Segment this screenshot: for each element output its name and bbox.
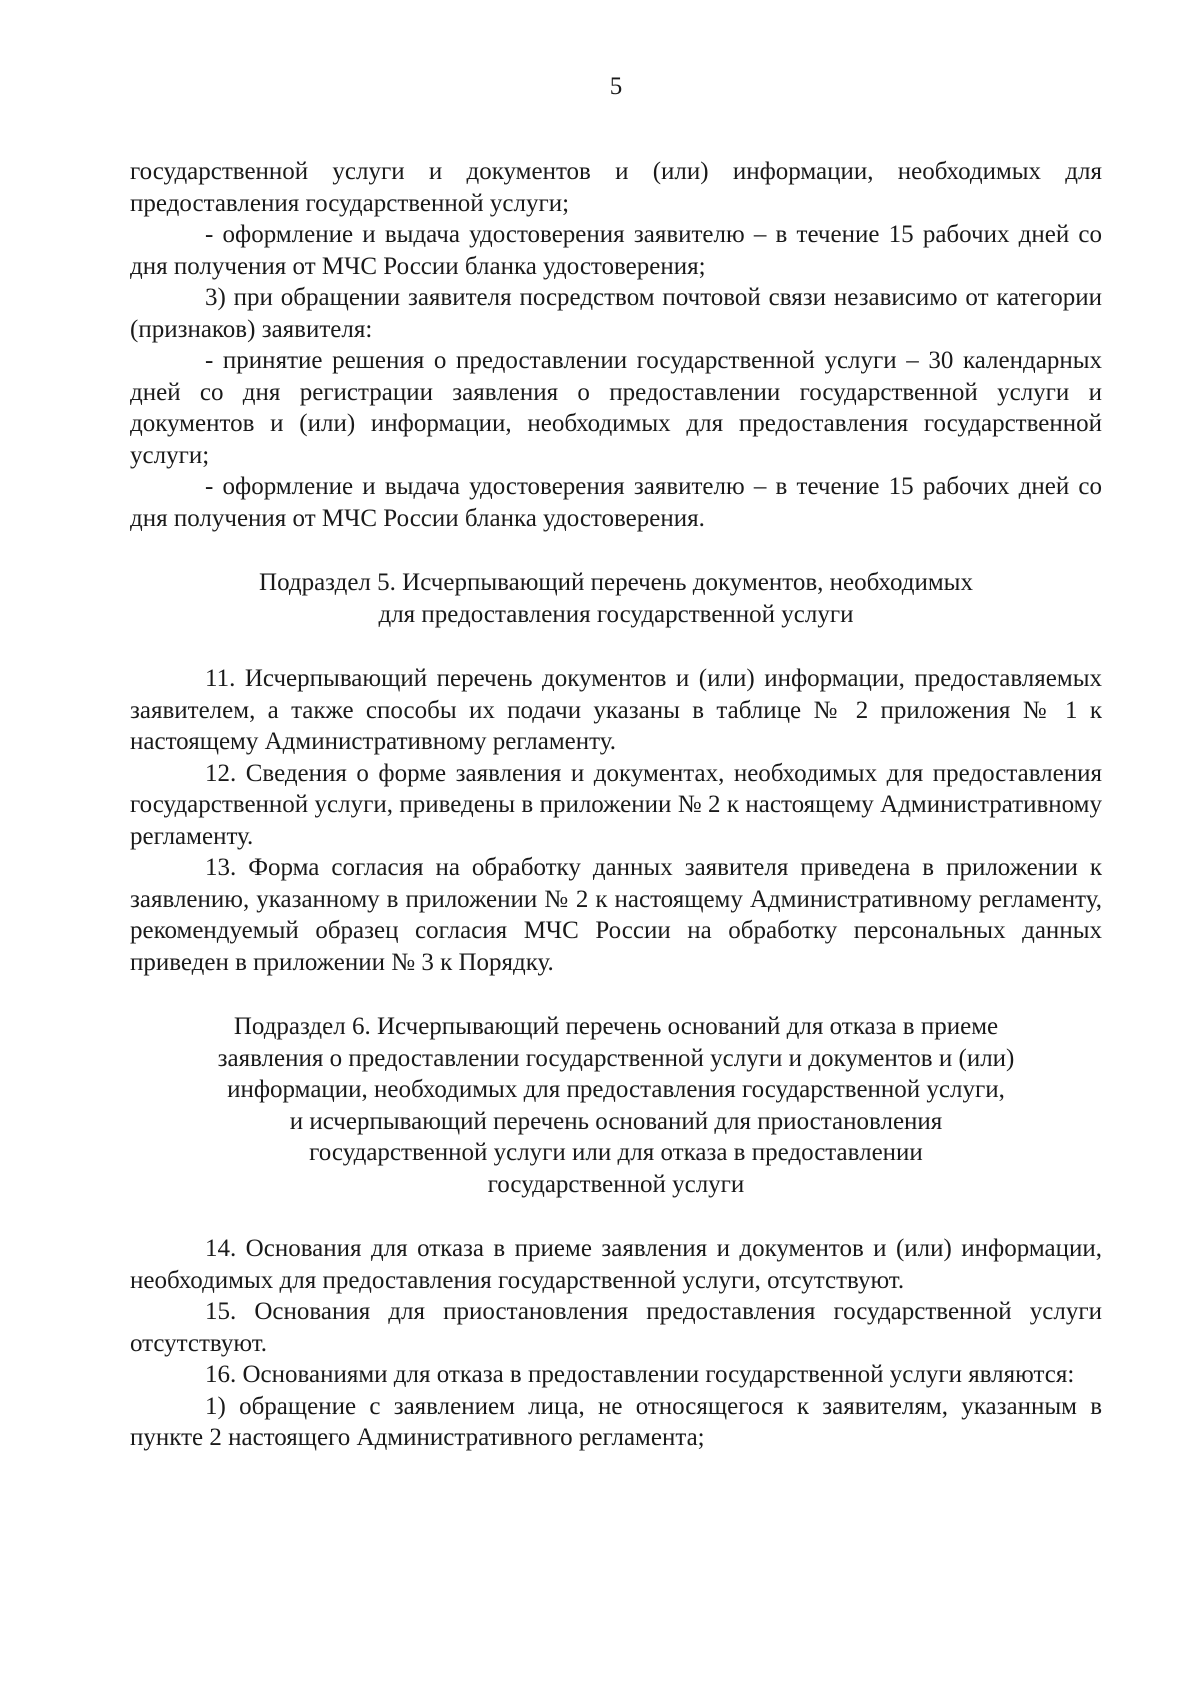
document-page bbox=[130, 72, 1102, 1454]
paragraph: 16. Основаниями для отказа в предоставлении государственной услуги являются: bbox=[205, 1361, 1075, 1388]
page-number: 5 bbox=[609, 73, 623, 100]
paragraph: 11. Исчерпывающий перечень документов и (или) информации, предоставляемых заявителем, а также способы их подачи указаны в таблице № 2 приложения № 1 к настоящему Административному регламенту. bbox=[130, 665, 1102, 755]
paragraph: 13. Форма согласия на обработку данных заявителя приведена в приложении к заявлению, указанному в приложении № 2 к настоящему Административному регламенту, рекомендуемый образец согласия МЧС России на обработку персональных данных приведен в приложении № 3 к Порядку. bbox=[130, 854, 1102, 976]
paragraph: 12. Сведения о форме заявления и документах, необходимых для предоставления государственной услуги, приведены в приложении № 2 к настоящему Административному регламенту. bbox=[130, 759, 1102, 850]
paragraph: - принятие решения о предоставлении государственной услуги – 30 календарных дней со дня регистрации заявления о предоставлении государственной услуги и документов и (или) информации, необходимых для предоставления государственной услуги; bbox=[130, 347, 1102, 469]
paragraph: 1) обращение с заявлением лица, не относящегося к заявителям, указанным в пункте 2 настоящего Административного регламента; bbox=[130, 1392, 1102, 1451]
paragraph: - оформление и выдача удостоверения заявителю – в течение 15 рабочих дней со дня получения от МЧС России бланка удостоверения; bbox=[130, 221, 1102, 280]
paragraph: 3) при обращении заявителя посредством почтовой связи независимо от категории (признаков) заявителя: bbox=[130, 284, 1102, 343]
paragraph: - оформление и выдача удостоверения заявителю – в течение 15 рабочих дней со дня получения от МЧС России бланка удостоверения. bbox=[130, 473, 1102, 532]
paragraph: 14. Основания для отказа в приеме заявления и документов и (или) информации, необходимых для предоставления государственной услуги, отсутствуют. bbox=[130, 1235, 1102, 1294]
paragraph: государственной услуги и документов и (или) информации, необходимых для предоставления государственной услуги; bbox=[130, 158, 1102, 217]
paragraph: 15. Основания для приостановления предоставления государственной услуги отсутствуют. bbox=[130, 1298, 1102, 1357]
section-heading: Подраздел 6. Исчерпывающий перечень оснований для отказа в приеме заявления о предоставлении государственной услуги и документов и (или) информации, необходимых для предоставления государственной услуги, и исчерпывающий перечень оснований для приостановления государственной услуги или для отказа в предоставлении государственной услуги bbox=[217, 1013, 1015, 1198]
section-heading: Подраздел 5. Исчерпывающий перечень документов, необходимых для предоставления государственной услуги bbox=[259, 569, 973, 628]
